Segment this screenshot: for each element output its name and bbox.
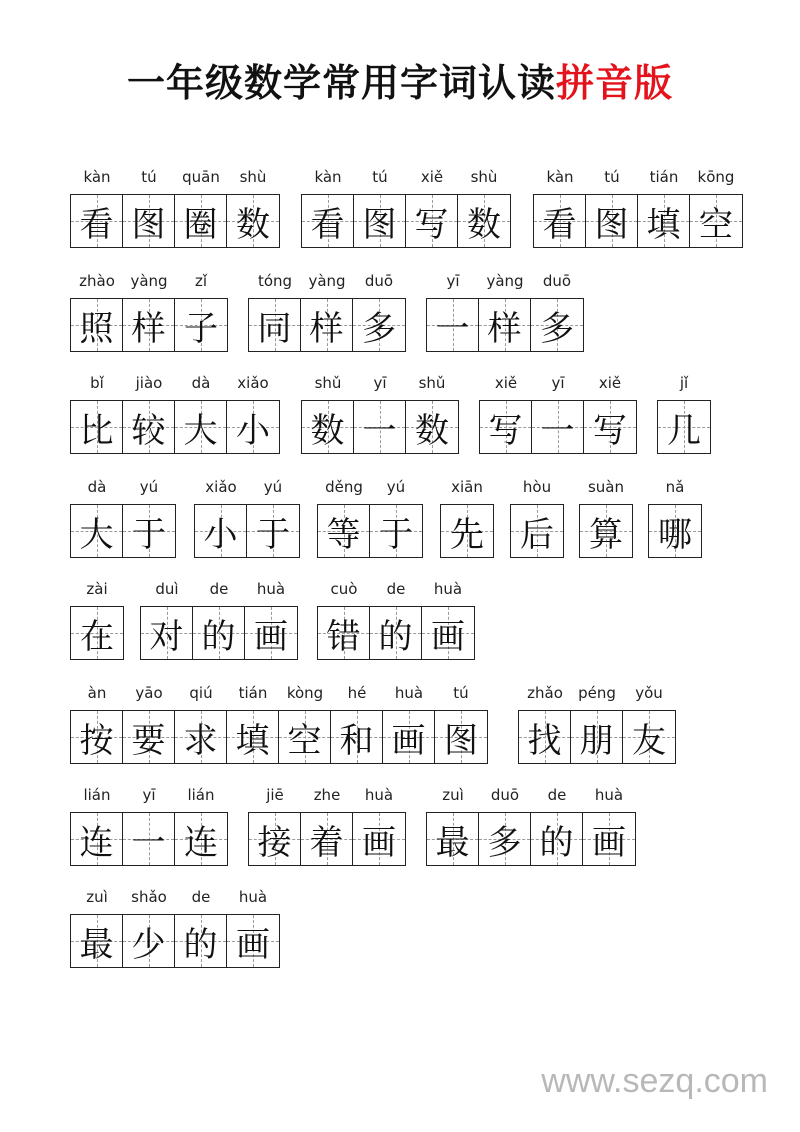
pinyin-label: jǐ	[679, 374, 689, 392]
pinyin-label: de	[209, 580, 229, 598]
character: 连	[79, 822, 114, 863]
character: 写	[593, 410, 627, 451]
character-cell	[354, 401, 406, 453]
character: 少	[131, 924, 166, 965]
pinyin-label: huà	[238, 888, 268, 906]
word-box	[248, 298, 406, 352]
character: 先	[450, 514, 484, 555]
pinyin-label: yī	[446, 272, 460, 290]
pinyin-label: kàn	[83, 168, 111, 186]
character: 数	[415, 410, 449, 451]
word-box	[510, 504, 564, 558]
character-cell	[406, 401, 458, 453]
character: 比	[79, 410, 114, 451]
character: 空	[287, 720, 322, 761]
character-cell	[511, 505, 563, 557]
pinyin-label: yú	[139, 478, 159, 496]
pinyin-label: yī	[142, 786, 156, 804]
character: 看	[542, 204, 577, 245]
pinyin-label: àn	[87, 684, 107, 702]
word-box	[648, 504, 702, 558]
character-cell	[422, 607, 474, 659]
character: 于	[256, 514, 290, 555]
pinyin-label: kàn	[546, 168, 574, 186]
character-cell	[175, 401, 227, 453]
character: 一	[131, 822, 166, 863]
pinyin-label: jiào	[135, 374, 163, 392]
pinyin-label: huà	[364, 786, 394, 804]
word-box	[479, 400, 637, 454]
pinyin-label: yàng	[130, 272, 168, 290]
character-cell	[175, 813, 227, 865]
character: 图	[362, 204, 397, 245]
character: 图	[131, 204, 166, 245]
character-cell	[227, 195, 279, 247]
pinyin-label: zuì	[442, 786, 464, 804]
character: 样	[309, 308, 344, 349]
character-cell	[531, 813, 583, 865]
pinyin-label: péng	[578, 684, 616, 702]
pinyin-label: zài	[86, 580, 108, 598]
word-box	[426, 812, 636, 866]
character: 朋	[579, 720, 614, 761]
pinyin-label: quān	[182, 168, 220, 186]
pinyin-label: zhe	[313, 786, 341, 804]
word-box	[301, 400, 459, 454]
character-cell	[354, 195, 406, 247]
pinyin-label: xiān	[451, 478, 483, 496]
pinyin-label: yī	[373, 374, 387, 392]
title-main: 一年级数学常用字词认读	[126, 61, 556, 105]
pinyin-label: tú	[372, 168, 388, 186]
character-cell	[249, 813, 301, 865]
character-cell	[623, 711, 675, 763]
page-title	[0, 52, 800, 107]
character: 同	[257, 308, 292, 349]
character: 画	[431, 616, 465, 657]
character-cell	[302, 195, 354, 247]
pinyin-label: lián	[187, 786, 215, 804]
character: 图	[594, 204, 629, 245]
character-cell	[71, 401, 123, 453]
pinyin-label: duì	[155, 580, 179, 598]
pinyin-label: shǎo	[131, 888, 167, 906]
word-box	[70, 710, 488, 764]
pinyin-label: dà	[191, 374, 211, 392]
character-cell	[458, 195, 510, 247]
character: 和	[339, 720, 374, 761]
character-cell	[427, 299, 479, 351]
character-cell	[245, 607, 297, 659]
character: 数	[310, 410, 345, 451]
character: 的	[201, 616, 236, 657]
character: 写	[488, 410, 523, 451]
character: 求	[183, 720, 218, 761]
word-box	[70, 606, 124, 660]
character: 画	[362, 822, 396, 863]
pinyin-label: lián	[83, 786, 111, 804]
character-cell	[123, 505, 175, 557]
pinyin-label: duō	[542, 272, 572, 290]
character: 子	[184, 308, 218, 349]
character: 空	[699, 204, 733, 245]
character-cell	[353, 299, 405, 351]
word-box	[70, 914, 280, 968]
character: 圈	[183, 204, 218, 245]
character: 小	[236, 410, 270, 451]
pinyin-label: suàn	[587, 478, 625, 496]
character: 小	[203, 514, 238, 555]
character: 图	[444, 720, 478, 761]
pinyin-label: cuò	[330, 580, 358, 598]
pinyin-label: tián	[238, 684, 268, 702]
pinyin-label: shù	[239, 168, 267, 186]
word-box	[301, 194, 511, 248]
character-cell	[406, 195, 458, 247]
character: 照	[79, 308, 114, 349]
character-cell	[586, 195, 638, 247]
character-cell	[227, 401, 279, 453]
character-cell	[531, 299, 583, 351]
character: 的	[183, 924, 218, 965]
pinyin-label: shǔ	[314, 374, 342, 392]
pinyin-label: duō	[490, 786, 520, 804]
character-cell	[435, 711, 487, 763]
character: 友	[632, 720, 666, 761]
word-box	[70, 194, 280, 248]
character-cell	[71, 607, 123, 659]
character-cell	[584, 401, 636, 453]
character-cell	[301, 299, 353, 351]
character: 大	[79, 514, 114, 555]
watermark: www.sezq.com	[541, 1062, 768, 1100]
character: 大	[183, 410, 218, 451]
pinyin-label: xiě	[494, 374, 518, 392]
character: 的	[378, 616, 413, 657]
pinyin-label: xiě	[598, 374, 622, 392]
pinyin-label: nǎ	[665, 478, 685, 496]
pinyin-label: shǔ	[418, 374, 446, 392]
word-box	[70, 504, 176, 558]
pinyin-label: hé	[347, 684, 367, 702]
character: 对	[149, 616, 184, 657]
pinyin-label: zǐ	[194, 272, 208, 290]
pinyin-label: jiē	[266, 786, 284, 804]
pinyin-label: bǐ	[90, 374, 104, 392]
character-cell	[571, 711, 623, 763]
character: 在	[80, 616, 114, 657]
pinyin-label: yāo	[135, 684, 163, 702]
pinyin-label: dà	[87, 478, 107, 496]
title-highlight: 拼音版	[556, 61, 674, 105]
character-cell	[318, 505, 370, 557]
character: 画	[592, 822, 626, 863]
character-cell	[479, 813, 531, 865]
pinyin-label: shù	[470, 168, 498, 186]
word-box	[317, 606, 475, 660]
character-cell	[123, 299, 175, 351]
character: 连	[184, 822, 218, 863]
character-cell	[71, 505, 123, 557]
character: 按	[79, 720, 114, 761]
character-cell	[193, 607, 245, 659]
pinyin-label: tóng	[257, 272, 293, 290]
character-cell	[353, 813, 405, 865]
character-cell	[583, 813, 635, 865]
word-box	[533, 194, 743, 248]
character-cell	[71, 915, 123, 967]
character-cell	[175, 711, 227, 763]
word-box	[70, 400, 280, 454]
character: 填	[646, 204, 681, 245]
character-cell	[301, 813, 353, 865]
character-cell	[195, 505, 247, 557]
character-cell	[534, 195, 586, 247]
pinyin-label: yī	[551, 374, 565, 392]
pinyin-label: hòu	[522, 478, 552, 496]
word-box	[657, 400, 711, 454]
character-cell	[175, 915, 227, 967]
character-cell	[370, 607, 422, 659]
word-box	[579, 504, 633, 558]
character: 一	[362, 410, 397, 451]
character: 的	[539, 822, 574, 863]
pinyin-label: de	[191, 888, 211, 906]
character: 要	[131, 720, 166, 761]
pinyin-label: xiǎo	[237, 374, 269, 392]
character: 画	[236, 924, 270, 965]
word-box	[194, 504, 300, 558]
character: 较	[131, 410, 166, 451]
character-cell	[141, 607, 193, 659]
character-cell	[71, 711, 123, 763]
pinyin-label: huà	[394, 684, 424, 702]
character-cell	[370, 505, 422, 557]
character: 几	[667, 410, 701, 451]
character: 找	[527, 720, 562, 761]
character-cell	[175, 299, 227, 351]
word-box	[426, 298, 584, 352]
character-cell	[71, 813, 123, 865]
pinyin-label: yàng	[308, 272, 346, 290]
character: 样	[131, 308, 166, 349]
pinyin-label: huà	[594, 786, 624, 804]
character: 于	[379, 514, 413, 555]
character: 等	[326, 514, 361, 555]
character-cell	[175, 195, 227, 247]
character-cell	[123, 711, 175, 763]
pinyin-label: yǒu	[635, 684, 663, 702]
character: 最	[435, 822, 470, 863]
character: 多	[362, 308, 396, 349]
word-box	[70, 298, 228, 352]
character: 看	[79, 204, 114, 245]
pinyin-label: tú	[453, 684, 469, 702]
character: 一	[540, 410, 575, 451]
character: 多	[540, 308, 574, 349]
pinyin-label: de	[547, 786, 567, 804]
character-cell	[71, 299, 123, 351]
pinyin-label: kōng	[697, 168, 735, 186]
pinyin-label: huà	[433, 580, 463, 598]
character-cell	[247, 505, 299, 557]
character: 哪	[658, 514, 692, 555]
word-box	[140, 606, 298, 660]
character-cell	[331, 711, 383, 763]
character-cell	[519, 711, 571, 763]
character: 最	[79, 924, 114, 965]
character-cell	[580, 505, 632, 557]
character: 画	[391, 720, 426, 761]
pinyin-label: yú	[386, 478, 406, 496]
pinyin-label: de	[386, 580, 406, 598]
character-cell	[302, 401, 354, 453]
character: 一	[435, 308, 470, 349]
character-cell	[123, 401, 175, 453]
pinyin-label: kòng	[286, 684, 324, 702]
pinyin-label: xiǎo	[205, 478, 237, 496]
character: 后	[520, 514, 554, 555]
word-box	[317, 504, 423, 558]
pinyin-label: qiú	[189, 684, 213, 702]
character-cell	[227, 915, 279, 967]
pinyin-label: tú	[141, 168, 157, 186]
character-cell	[427, 813, 479, 865]
character-cell	[658, 401, 710, 453]
character: 接	[257, 822, 292, 863]
character-cell	[479, 299, 531, 351]
pinyin-label: děng	[325, 478, 363, 496]
pinyin-label: huà	[256, 580, 286, 598]
word-box	[248, 812, 406, 866]
character-cell	[638, 195, 690, 247]
character-cell	[441, 505, 493, 557]
character: 多	[487, 822, 522, 863]
character: 数	[236, 204, 270, 245]
character-cell	[690, 195, 742, 247]
character-cell	[249, 299, 301, 351]
pinyin-label: yú	[263, 478, 283, 496]
character: 于	[132, 514, 166, 555]
character-cell	[227, 711, 279, 763]
character: 画	[254, 616, 288, 657]
pinyin-label: zhào	[79, 272, 115, 290]
pinyin-label: kàn	[314, 168, 342, 186]
character-cell	[532, 401, 584, 453]
character-cell	[279, 711, 331, 763]
character: 数	[467, 204, 501, 245]
character-cell	[123, 915, 175, 967]
character-cell	[649, 505, 701, 557]
pinyin-label: xiě	[420, 168, 444, 186]
word-box	[518, 710, 676, 764]
pinyin-label: zuì	[86, 888, 108, 906]
character: 算	[589, 514, 623, 555]
character-cell	[71, 195, 123, 247]
character: 错	[326, 616, 361, 657]
character: 样	[487, 308, 522, 349]
character-cell	[318, 607, 370, 659]
word-box	[70, 812, 228, 866]
character: 着	[309, 822, 344, 863]
character-cell	[383, 711, 435, 763]
character: 看	[310, 204, 345, 245]
character: 填	[235, 720, 270, 761]
character-cell	[480, 401, 532, 453]
character: 写	[414, 204, 449, 245]
pinyin-label: tú	[604, 168, 620, 186]
character-cell	[123, 813, 175, 865]
word-box	[440, 504, 494, 558]
character-cell	[123, 195, 175, 247]
pinyin-label: zhǎo	[527, 684, 563, 702]
pinyin-label: duō	[364, 272, 394, 290]
pinyin-label: tián	[649, 168, 679, 186]
pinyin-label: yàng	[486, 272, 524, 290]
